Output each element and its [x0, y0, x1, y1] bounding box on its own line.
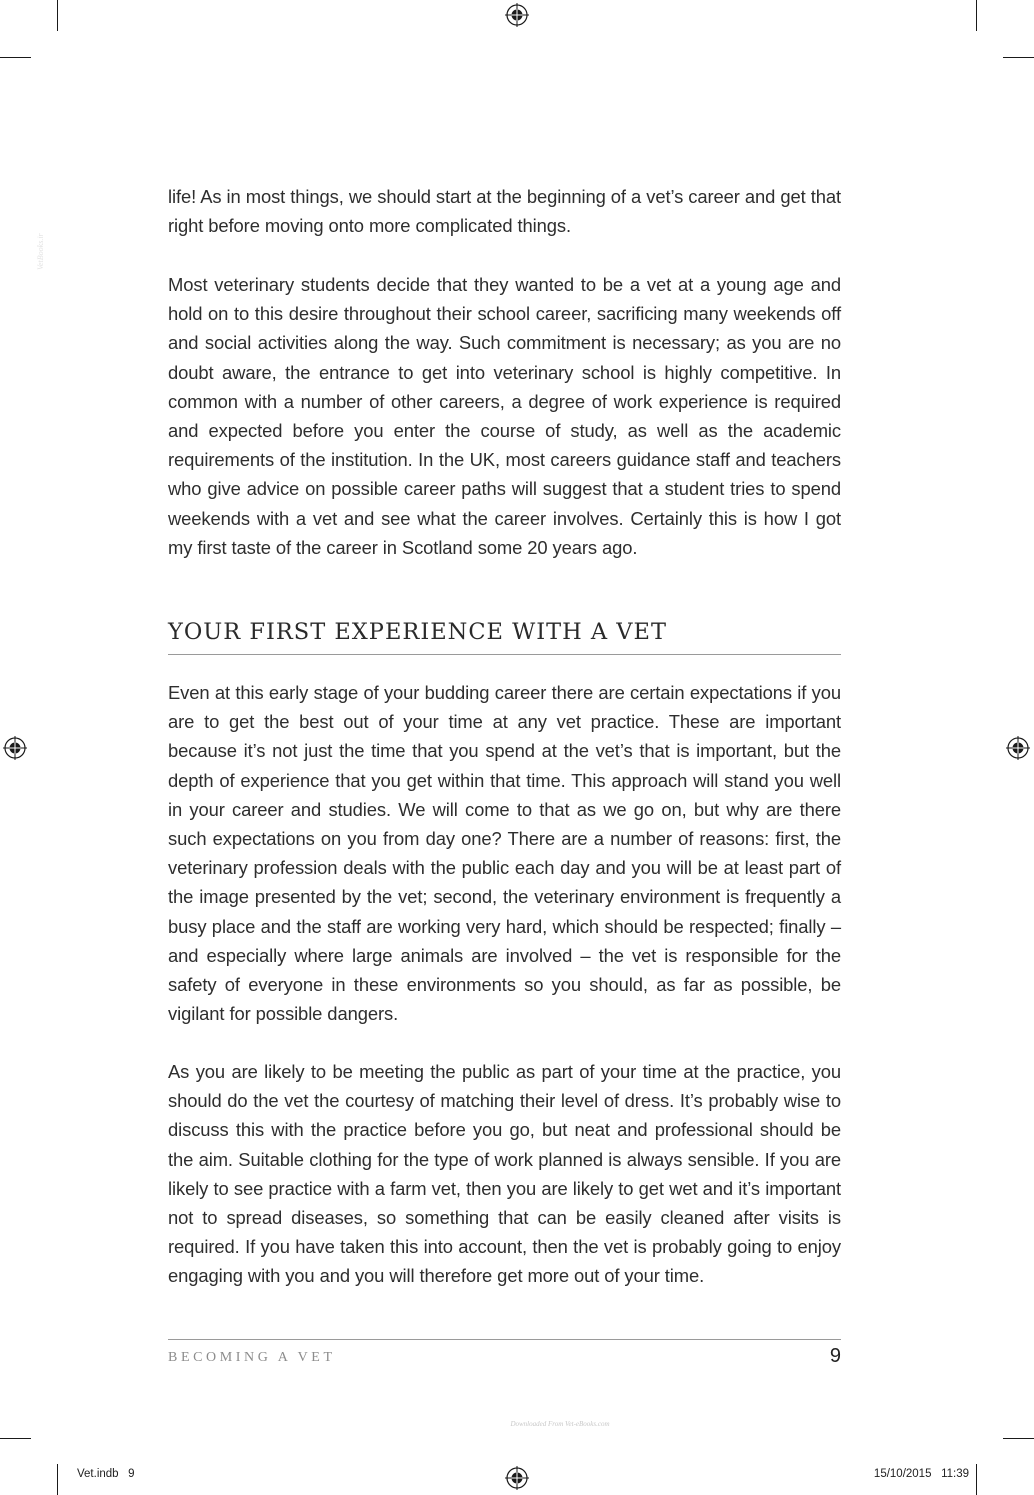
paragraph-continued — [168, 182, 841, 240]
section-heading: YOUR FIRST EXPERIENCE WITH A VET — [168, 619, 667, 645]
paragraph-3: Even at this early stage of your budding career there are certain expectations if you are to get the best out of your time at any vet practice. These are important because it’s not just the time that you spend at the vet’s that is important, but the depth of experience that you get within that time. This approach will stand you well in your career and studies. We will come to that as we go on, but why are there such expectations on you from day one? There are a number of reasons: first, the veterinary profession deals with the public each day and you will be at least part of the image presented by the vet; second, the veterinary environment is frequently a busy place and the staff are working very hard, which should be respected; finally – and especially where large animals are involved – the vet is responsible for the safety of everyone in these environments so you should, as far as possible, be vigilant for possible dangers. — [168, 682, 841, 1025]
crop-mark-bottom-right-vertical — [976, 1464, 977, 1495]
registration-mark-icon — [505, 3, 529, 27]
paragraph-block-3 — [168, 678, 841, 1028]
footer-rule — [168, 1339, 841, 1340]
crop-mark-bottom-left-horizontal — [0, 1438, 31, 1439]
crop-mark-bottom-right-horizontal — [1003, 1438, 1034, 1439]
registration-mark-icon — [1006, 736, 1030, 760]
paragraph-1: life! As in most things, we should start at the beginning of a vet’s career and get that right before moving onto more complicated things. — [168, 186, 841, 237]
page-number: 9 — [829, 1345, 841, 1367]
registration-mark-icon — [505, 1466, 529, 1490]
crop-mark-top-left-horizontal — [0, 57, 31, 58]
side-watermark: VetBooks.ir — [36, 233, 45, 270]
crop-mark-top-right-horizontal — [1003, 57, 1034, 58]
file-slug: Vet.indb 9 — [77, 1468, 135, 1480]
paragraph-2: Most veterinary students decide that they wanted to be a vet at a young age and hold on to this desire throughout their school career, sacrificing many weekends off and social activities along the way. Such commitment is necessary; as you are no doubt aware, the entrance to get into veterinary school is highly competitive. In common with a number of other careers, a degree of work experience is required and expected before you enter the course of study, as well as the academic requirements of the institution. In the UK, most careers guidance staff and teachers who give advice on possible career paths will suggest that a student tries to spend weekends with a vet and see what the career involves. Certainly this is how I got my first taste of the career in Scotland some 20 years ago. — [168, 274, 841, 558]
paragraph-block-2 — [168, 270, 841, 562]
crop-mark-top-right-vertical — [976, 0, 977, 31]
heading-rule — [168, 654, 841, 655]
crop-mark-top-left-vertical — [57, 0, 58, 31]
registration-mark-icon — [3, 736, 27, 760]
paragraph-4: As you are likely to be meeting the public as part of your time at the practice, you should do the vet the courtesy of matching their level of dress. It’s probably wise to discuss this with the practice before you go, but neat and professional should be the aim. Suitable clothing for the type of work planned is always sensible. If you are likely to see practice with a farm vet, then you are likely to get wet and it’s important not to spread diseases, so something that can be easily cleaned after visits is required. If you have taken this into account, then the vet is probably going to enjoy engaging with you and you will therefore get more out of your time. — [168, 1061, 841, 1287]
crop-mark-bottom-left-vertical — [57, 1464, 58, 1495]
running-title: BECOMING A VET — [168, 1350, 336, 1365]
paragraph-block-4 — [168, 1057, 841, 1291]
print-timestamp: 15/10/2015 11:39 — [873, 1468, 969, 1480]
download-watermark: Downloaded From Vet-eBooks.com — [510, 1420, 610, 1428]
